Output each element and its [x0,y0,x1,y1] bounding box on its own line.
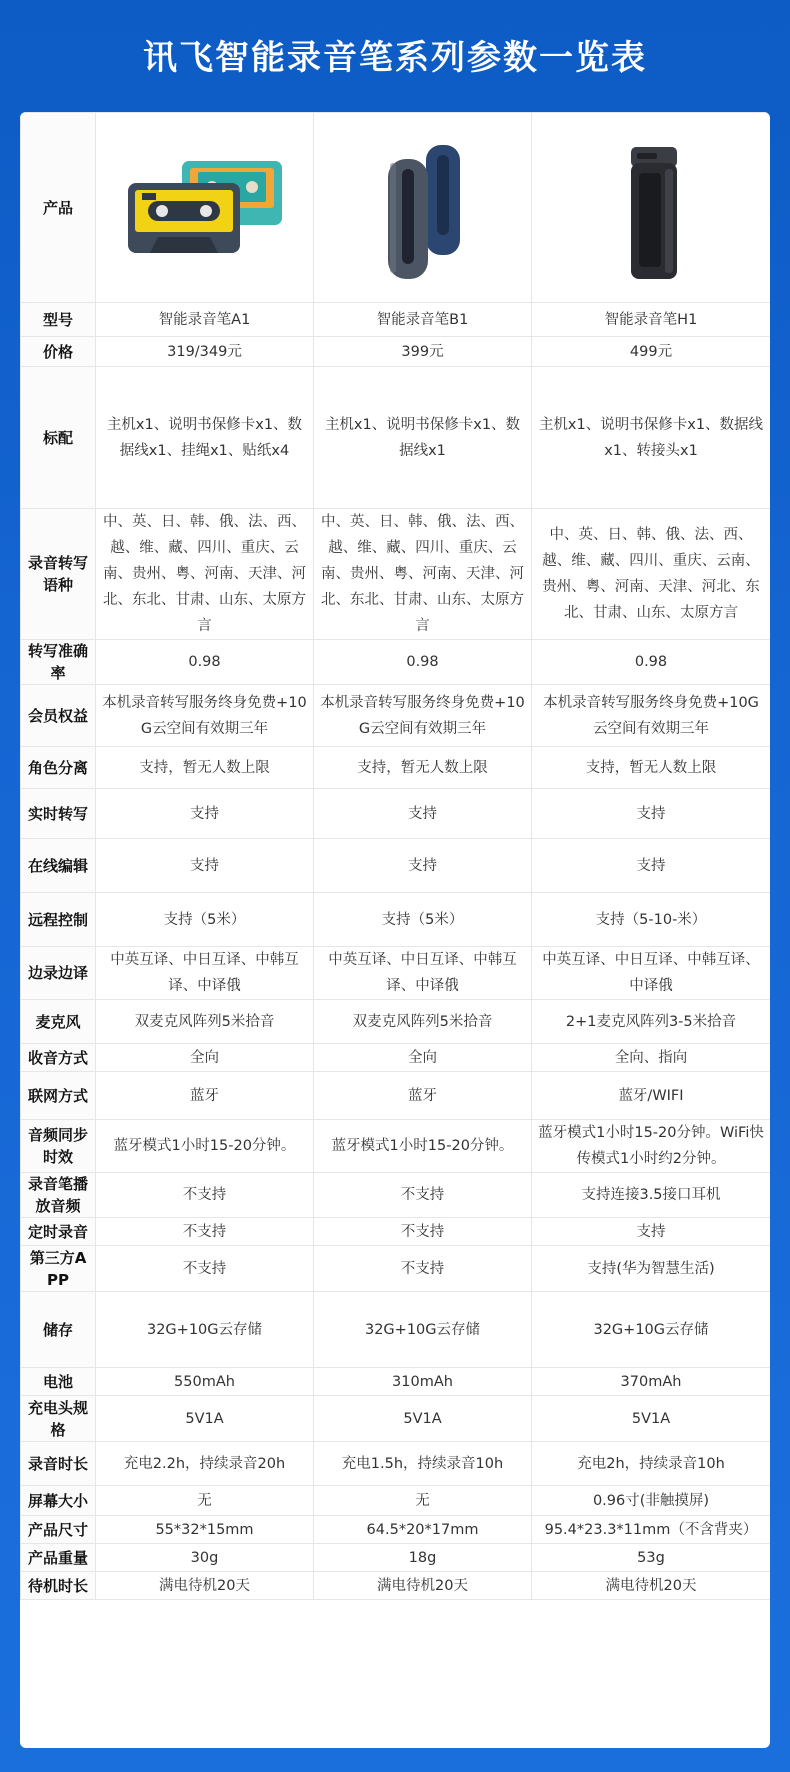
spec-row [21,1000,771,1044]
spec-cell: 95.4*23.3*11mm（不含背夹） [532,1516,771,1544]
spec-cell: 支持，暂无人数上限 [96,747,314,789]
spec-cell: 满电待机20天 [96,1572,314,1600]
spec-cell: 499元 [532,337,771,367]
spec-cell: 蓝牙 [314,1072,532,1120]
spec-cell: 399元 [314,337,532,367]
row-label: 音频同步时效 [21,1120,96,1173]
spec-cell: 64.5*20*17mm [314,1516,532,1544]
spec-row [21,303,771,337]
spec-row [21,509,771,640]
spec-cell: 蓝牙模式1小时15-20分钟。 [314,1120,532,1173]
spec-row [21,1516,771,1544]
row-label: 标配 [21,367,96,509]
spec-cell: 32G+10G云存储 [532,1292,771,1368]
spec-cell: 充电2h，持续录音10h [532,1442,771,1486]
spec-cell: 32G+10G云存储 [96,1292,314,1368]
spec-cell: 中英互译、中日互译、中韩互译、中译俄 [532,947,771,1000]
spec-cell: 32G+10G云存储 [314,1292,532,1368]
spec-cell: 5V1A [314,1396,532,1442]
spec-table-card [20,112,770,1748]
row-label: 会员权益 [21,685,96,747]
spec-row [21,1246,771,1292]
product-image-row [21,113,771,303]
spec-cell: 支持 [96,789,314,839]
spec-cell: 不支持 [96,1246,314,1292]
spec-cell: 充电1.5h，持续录音10h [314,1442,532,1486]
spec-cell: 53g [532,1544,771,1572]
spec-cell: 中、英、日、韩、俄、法、西、越、维、藏、四川、重庆、云南、贵州、粤、河南、天津、河北、东北、甘肃、山东、太原方言 [314,509,532,640]
spec-row [21,1218,771,1246]
spec-cell: 中英互译、中日互译、中韩互译、中译俄 [96,947,314,1000]
spec-cell: 智能录音笔A1 [96,303,314,337]
spec-cell: 支持 [532,1218,771,1246]
row-label: 转写准确率 [21,640,96,685]
spec-cell: 2+1麦克风阵列3-5米拾音 [532,1000,771,1044]
spec-cell: 不支持 [314,1218,532,1246]
spec-cell: 0.96寸(非触摸屏) [532,1486,771,1516]
spec-cell: 蓝牙 [96,1072,314,1120]
spec-cell: 全向 [96,1044,314,1072]
spec-cell: 蓝牙模式1小时15-20分钟。WiFi快传模式1小时约2分钟。 [532,1120,771,1173]
spec-cell: 本机录音转写服务终身免费+10G云空间有效期三年 [314,685,532,747]
row-label: 屏幕大小 [21,1486,96,1516]
product-image-h1 [532,113,771,303]
spec-cell: 370mAh [532,1368,771,1396]
spec-cell: 5V1A [96,1396,314,1442]
spec-row [21,1442,771,1486]
spec-cell: 全向 [314,1044,532,1072]
row-label: 产品重量 [21,1544,96,1572]
spec-cell: 不支持 [314,1246,532,1292]
spec-cell: 智能录音笔H1 [532,303,771,337]
row-label: 型号 [21,303,96,337]
spec-cell: 主机x1、说明书保修卡x1、数据线x1、转接头x1 [532,367,771,509]
spec-cell: 蓝牙模式1小时15-20分钟。 [96,1120,314,1173]
spec-cell: 无 [96,1486,314,1516]
row-label: 待机时长 [21,1572,96,1600]
spec-cell: 不支持 [96,1173,314,1218]
spec-cell: 中英互译、中日互译、中韩互译、中译俄 [314,947,532,1000]
spec-row [21,1544,771,1572]
spec-cell: 0.98 [314,640,532,685]
spec-cell: 本机录音转写服务终身免费+10G云空间有效期三年 [96,685,314,747]
spec-cell: 双麦克风阵列5米拾音 [314,1000,532,1044]
page-title: 讯飞智能录音笔系列参数一览表 [143,38,647,78]
row-label: 收音方式 [21,1044,96,1072]
cassette-recorder-a1-image [120,153,290,263]
spec-cell: 319/349元 [96,337,314,367]
spec-row [21,367,771,509]
spec-cell: 支持（5米） [314,893,532,947]
row-label: 储存 [21,1292,96,1368]
row-label: 录音转写语种 [21,509,96,640]
row-label: 产品 [21,113,96,303]
spec-cell: 支持连接3.5接口耳机 [532,1173,771,1218]
spec-row [21,1072,771,1120]
spec-cell: 550mAh [96,1368,314,1396]
spec-cell: 支持，暂无人数上限 [314,747,532,789]
spec-cell: 支持 [314,839,532,893]
spec-cell: 智能录音笔B1 [314,303,532,337]
row-label: 录音笔播放音频 [21,1173,96,1218]
row-label: 联网方式 [21,1072,96,1120]
spec-cell: 无 [314,1486,532,1516]
spec-cell: 支持 [532,789,771,839]
spec-row [21,947,771,1000]
spec-cell: 55*32*15mm [96,1516,314,1544]
spec-table [20,112,770,1600]
row-label: 录音时长 [21,1442,96,1486]
spec-row [21,1173,771,1218]
spec-cell: 不支持 [314,1173,532,1218]
spec-row [21,685,771,747]
spec-cell: 30g [96,1544,314,1572]
spec-cell: 0.98 [532,640,771,685]
spec-cell: 充电2.2h，持续录音20h [96,1442,314,1486]
spec-cell: 支持(华为智慧生活) [532,1246,771,1292]
spec-row [21,1044,771,1072]
spec-cell: 满电待机20天 [314,1572,532,1600]
spec-row [21,1368,771,1396]
spec-cell: 中、英、日、韩、俄、法、西、越、维、藏、四川、重庆、云南、贵州、粤、河南、天津、河北、东北、甘肃、山东、太原方言 [532,509,771,640]
spec-cell: 蓝牙/WIFI [532,1072,771,1120]
spec-row [21,789,771,839]
product-image-a1 [96,113,314,303]
spec-row [21,747,771,789]
spec-row [21,1486,771,1516]
row-label: 角色分离 [21,747,96,789]
row-label: 产品尺寸 [21,1516,96,1544]
spec-row [21,337,771,367]
spec-row [21,893,771,947]
spec-cell: 支持（5米） [96,893,314,947]
spec-row [21,640,771,685]
spec-row [21,839,771,893]
spec-cell: 主机x1、说明书保修卡x1、数据线x1、挂绳x1、贴纸x4 [96,367,314,509]
spec-cell: 全向、指向 [532,1044,771,1072]
row-label: 价格 [21,337,96,367]
pen-recorder-b1-image [348,133,498,283]
spec-cell: 0.98 [96,640,314,685]
spec-row [21,1292,771,1368]
row-label: 电池 [21,1368,96,1396]
spec-row [21,1396,771,1442]
spec-cell: 支持 [314,789,532,839]
spec-cell: 主机x1、说明书保修卡x1、数据线x1 [314,367,532,509]
row-label: 麦克风 [21,1000,96,1044]
row-label: 第三方APP [21,1246,96,1292]
row-label: 远程控制 [21,893,96,947]
spec-cell: 支持 [532,839,771,893]
spec-cell: 中、英、日、韩、俄、法、西、越、维、藏、四川、重庆、云南、贵州、粤、河南、天津、河北、东北、甘肃、山东、太原方言 [96,509,314,640]
row-label: 边录边译 [21,947,96,1000]
spec-cell: 支持，暂无人数上限 [532,747,771,789]
spec-row [21,1572,771,1600]
row-label: 在线编辑 [21,839,96,893]
product-image-b1 [314,113,532,303]
row-label: 充电头规格 [21,1396,96,1442]
spec-cell: 满电待机20天 [532,1572,771,1600]
spec-cell: 本机录音转写服务终身免费+10G云空间有效期三年 [532,685,771,747]
spec-cell: 310mAh [314,1368,532,1396]
spec-cell: 支持（5-10-米） [532,893,771,947]
spec-cell: 支持 [96,839,314,893]
pen-recorder-h1-image [591,133,711,283]
row-label: 实时转写 [21,789,96,839]
spec-cell: 不支持 [96,1218,314,1246]
spec-cell: 18g [314,1544,532,1572]
row-label: 定时录音 [21,1218,96,1246]
spec-row [21,1120,771,1173]
spec-cell: 5V1A [532,1396,771,1442]
spec-cell: 双麦克风阵列5米拾音 [96,1000,314,1044]
